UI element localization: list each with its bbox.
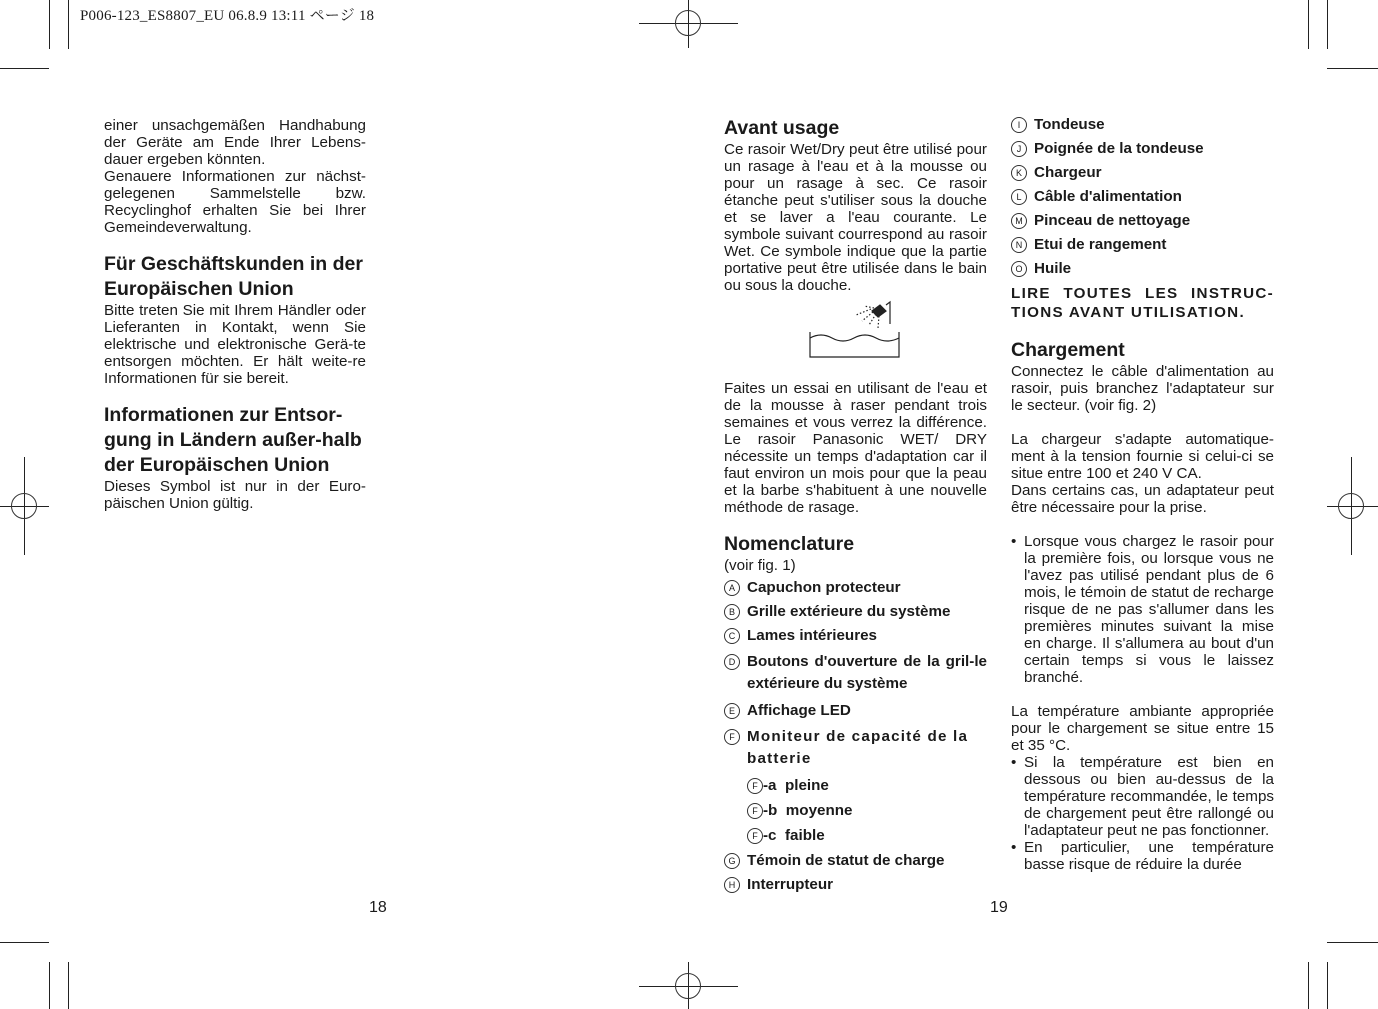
left-page-column bbox=[104, 117, 366, 512]
disposal-paragraph-end: einer unsachgemäßen Handhabung der Geräte am Ende Ihrer Lebens-dauer ergeben könnten. bbox=[104, 117, 366, 168]
avant-usage-paragraph: Ce rasoir Wet/Dry peut être utilisé pour un rasage à l'eau et à la mousse ou pour un rasage à sec. Ce rasoir étanche peut s'utiliser sous la douche et se laver a l'eau courante. Le symbole suivant courrespond au rasoir Wet. Ce symbole indique que la partie portative peut être utilisée dans le bain ou sous la douche. bbox=[724, 141, 987, 294]
list-item: G Témoin de statut de charge bbox=[724, 852, 987, 869]
list-item: L Câble d'alimentation bbox=[1011, 188, 1274, 205]
collection-point-paragraph: Genauere Informationen zur nächst-gelegenen Sammelstelle bzw. Recyclinghof erhalten Sie bei Ihrer Gemeindeverwaltung. bbox=[104, 168, 366, 236]
nomenclature-list-continued bbox=[1011, 116, 1274, 277]
temperature-paragraph: La température ambiante appropriée pour le chargement se situe entre 15 et 35 °C. bbox=[1011, 703, 1274, 754]
list-item: H Interrupteur bbox=[724, 876, 987, 893]
list-item: J Poignée de la tondeuse bbox=[1011, 140, 1274, 157]
page-number-left: 18 bbox=[369, 899, 387, 916]
bath-symbol bbox=[724, 294, 987, 380]
list-item: E Affichage LED bbox=[724, 702, 987, 719]
charging-note-bullet-1: • Lorsque vous chargez le rasoir pour la première fois, ou lorsque vous ne l'avez pas utilisé pendant plus de 6 mois, le témoin de statut de recharge risque de ne pas s'allumer dans les premières minutes suivant la mise en charge. Il s'allumera au bout d'un certain temps si vous le laissez branché. bbox=[1011, 533, 1274, 686]
charging-note-bullet-3: • En particulier, une température basse risque de réduire la durée bbox=[1011, 839, 1274, 873]
non-eu-disposal-paragraph: Dieses Symbol ist nur in der Euro-päischen Union gültig. bbox=[104, 478, 366, 512]
list-item: I Tondeuse bbox=[1011, 116, 1274, 133]
right-page-column-1 bbox=[724, 116, 987, 900]
chargement-paragraph-1: Connectez le câble d'alimentation au rasoir, puis branchez l'adaptateur sur le secteur. (voir fig. 2) bbox=[1011, 363, 1274, 414]
nomenclature-heading: Nomenclature bbox=[724, 533, 855, 555]
business-customers-heading: Für Geschäftskunden in der Europäischen Union bbox=[104, 253, 363, 300]
page-number-right: 19 bbox=[990, 899, 1008, 916]
chargement-paragraph-2: La chargeur s'adapte automatique-ment à la tension fournie si celui-ci se situe entre 100 et 240 V CA. bbox=[1011, 431, 1274, 482]
list-item: C Lames intérieures bbox=[724, 627, 987, 644]
nomenclature-list bbox=[724, 579, 987, 893]
chargement-paragraph-3: Dans certains cas, un adaptateur peut être nécessaire pour la prise. bbox=[1011, 482, 1274, 516]
list-item: F Moniteur de capacité de la batterie bbox=[724, 726, 987, 770]
charging-note-bullet-2: • Si la température est bien en dessous ou bien au-dessus de la température recommandée, le temps de chargement peut être rallongé ou l'adaptateur peut ne pas fonctionner. bbox=[1011, 754, 1274, 839]
list-item: M Pinceau de nettoyage bbox=[1011, 212, 1274, 229]
list-item: D Boutons d'ouverture de la gril-le extérieure du système bbox=[724, 651, 987, 695]
read-instructions-warning: LIRE TOUTES LES INSTRUC-TIONS AVANT UTILISATION. bbox=[1011, 285, 1274, 321]
battery-sub-item: F -c faible bbox=[747, 827, 987, 844]
battery-sub-item: F -b moyenne bbox=[747, 802, 987, 819]
list-item: K Chargeur bbox=[1011, 164, 1274, 181]
essai-paragraph: Faites un essai en utilisant de l'eau et de la mousse à raser pendant trois semaines et vous verrez la différence. Le rasoir Panasonic WET/ DRY nécessite un temps d'adaptation car il faut environ un mois pour que la peau et la barbe s'habituent à une nouvelle méthode de rasage. bbox=[724, 380, 987, 516]
list-item: A Capuchon protecteur bbox=[724, 579, 987, 596]
print-slug: P006-123_ES8807_EU 06.8.9 13:11 ページ 18 bbox=[80, 8, 375, 24]
non-eu-disposal-heading: Informationen zur Entsor-gung in Ländern außer-halb der Europäischen Union bbox=[104, 404, 362, 476]
list-item: B Grille extérieure du système bbox=[724, 603, 987, 620]
business-customers-paragraph: Bitte treten Sie mit Ihrem Händler oder Lieferanten in Kontakt, wenn Sie elektrische und elektronische Gerä-te entsorgen möchten. Er hält weite-re Informationen für sie bereit. bbox=[104, 302, 366, 387]
nomenclature-figure-ref: (voir fig. 1) bbox=[724, 557, 796, 574]
list-item: O Huile bbox=[1011, 260, 1274, 277]
right-page-column-2 bbox=[1011, 116, 1274, 873]
battery-sub-item: F -a pleine bbox=[747, 777, 987, 794]
shower-bath-icon bbox=[724, 294, 987, 380]
avant-usage-heading: Avant usage bbox=[724, 117, 840, 139]
chargement-heading: Chargement bbox=[1011, 339, 1125, 361]
list-item: N Etui de rangement bbox=[1011, 236, 1274, 253]
